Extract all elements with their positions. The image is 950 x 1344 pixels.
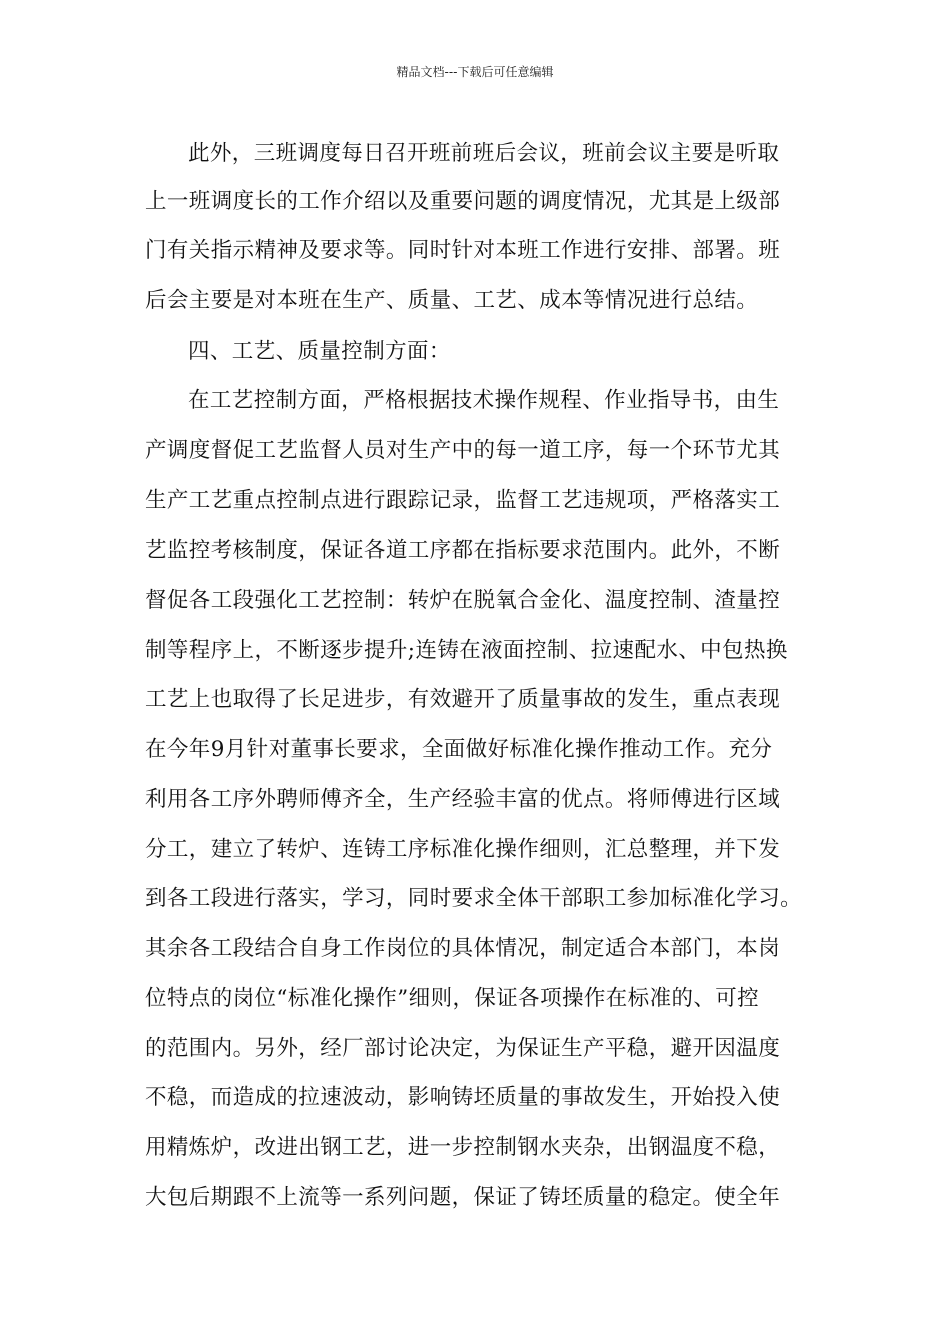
paragraph-line: 工艺上也取得了长足进步，有效避开了质量事故的发生，重点表现 <box>145 687 781 712</box>
paragraph-line: 用精炼炉，改进出钢工艺，进一步控制钢水夹杂，出钢温度不稳， <box>145 1135 781 1160</box>
page-header: 精品文档---下载后可任意编辑 <box>396 65 554 79</box>
paragraph-line: 上一班调度长的工作介绍以及重要问题的调度情况，尤其是上级部 <box>145 189 781 214</box>
section-heading: 四、工艺、质量控制方面： <box>188 339 451 364</box>
paragraph-line: 位特点的岗位“标准化操作”细则，保证各项操作在标准的、可控 <box>145 986 760 1011</box>
paragraph-line: 生产工艺重点控制点进行跟踪记录，监督工艺违规项，严格落实工 <box>145 488 781 513</box>
paragraph-line: 在今年9月针对董事长要求，全面做好标准化操作推动工作。充分 <box>145 737 773 762</box>
paragraph-line: 门有关指示精神及要求等。同时针对本班工作进行安排、部署。班 <box>145 238 781 263</box>
paragraph-line: 到各工段进行落实，学习，同时要求全体干部职工参加标准化学习。 <box>145 886 803 911</box>
paragraph-line: 的范围内。另外，经厂部讨论决定，为保证生产平稳，避开因温度 <box>145 1036 781 1061</box>
paragraph-line: 此外，三班调度每日召开班前班后会议，班前会议主要是听取 <box>188 141 780 166</box>
paragraph-line: 制等程序上，不断逐步提升;连铸在液面控制、拉速配水、中包热换 <box>145 638 788 663</box>
paragraph-line: 后会主要是对本班在生产、质量、工艺、成本等情况进行总结。 <box>145 288 759 313</box>
paragraph-line: 利用各工序外聘师傅齐全，生产经验丰富的优点。将师傅进行区域 <box>145 787 781 812</box>
paragraph-line: 不稳，而造成的拉速波动，影响铸坯质量的事故发生，开始投入使 <box>145 1085 781 1110</box>
paragraph-line: 其余各工段结合自身工作岗位的具体情况，制定适合本部门，本岗 <box>145 936 781 961</box>
paragraph-line: 产调度督促工艺监督人员对生产中的每一道工序，每一个环节尤其 <box>145 438 781 463</box>
paragraph-line: 分工，建立了转炉、连铸工序标准化操作细则，汇总整理，并下发 <box>145 837 781 862</box>
paragraph-line: 大包后期跟不上流等一系列问题，保证了铸坯质量的稳定。使全年 <box>145 1185 781 1210</box>
paragraph-line: 在工艺控制方面，严格根据技术操作规程、作业指导书，由生 <box>188 388 780 413</box>
paragraph-line: 艺监控考核制度，保证各道工序都在指标要求范围内。此外，不断 <box>145 538 781 563</box>
paragraph-line: 督促各工段强化工艺控制：转炉在脱氧合金化、温度控制、渣量控 <box>145 588 781 613</box>
